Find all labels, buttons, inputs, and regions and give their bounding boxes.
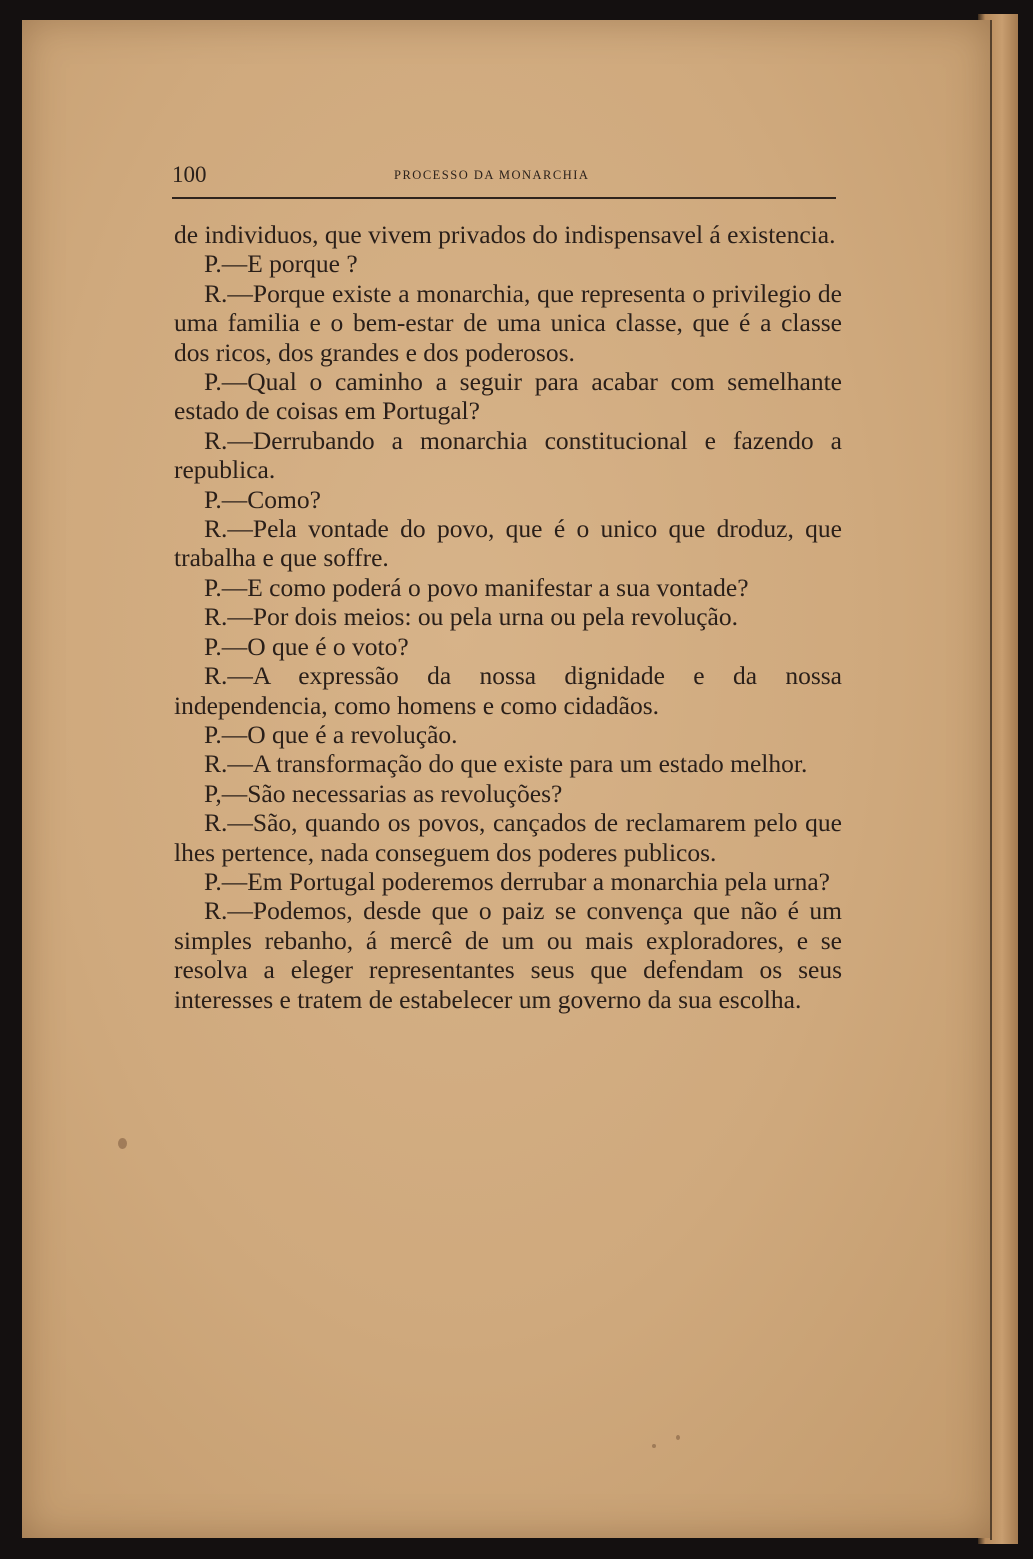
header-rule bbox=[172, 197, 836, 199]
paragraph: R.—A expressão da nossa dignidade e da nossa independencia, como homens e como cidadãos. bbox=[174, 661, 842, 720]
paragraph: P.—O que é a revolução. bbox=[204, 719, 458, 749]
paragraph: P.—E como poderá o povo manifestar a sua vontade? bbox=[204, 572, 749, 602]
paragraph: P.—E porque ? bbox=[204, 249, 358, 279]
paragraph: P.—Como? bbox=[204, 484, 321, 514]
paper-stain bbox=[118, 1138, 127, 1149]
page-header bbox=[172, 162, 844, 192]
paragraph: R.—A transformação do que existe para um estado melhor. bbox=[204, 749, 808, 779]
paragraph: R.—Derrubando a monarchia constitucional e fazendo a republica. bbox=[174, 425, 842, 485]
paper-stain bbox=[676, 1435, 680, 1440]
page-number: 100 bbox=[172, 162, 207, 187]
paragraph: R.—Porque existe a monarchia, que representa o privilegio de uma familia e o bem-estar de uma unica classe, que é a classe dos ricos, dos grandes e dos poderosos. bbox=[174, 278, 842, 367]
page-edge-shadow bbox=[990, 20, 992, 1540]
paragraph: R.—Podemos, desde que o paiz se convença que não é um simples rebanho, á mercê de um ou mais exploradores, e se resolva a eleger representantes seus que defendam os seus interesses e tratem de estabelecer um governo da sua escolha. bbox=[174, 896, 842, 1014]
paragraph: P.—Qual o caminho a seguir para acabar com semelhante estado de coisas em Portugal? bbox=[174, 367, 842, 426]
paragraph: R.—Pela vontade do povo, que é o unico que droduz, que trabalha e que soffre. bbox=[174, 514, 842, 573]
paragraph: P,—São necessarias as revoluções? bbox=[204, 778, 563, 808]
paragraph: P.—Em Portugal poderemos derrubar a monarchia pela urna? bbox=[204, 866, 830, 896]
body-text bbox=[174, 220, 842, 1014]
paragraph: R.—São, quando os povos, cançados de reclamarem pelo que lhes pertence, nada conseguem dos poderes publicos. bbox=[174, 808, 842, 867]
paper-stain bbox=[652, 1444, 656, 1448]
paragraph: R.—Por dois meios: ou pela urna ou pela revolução. bbox=[204, 602, 738, 632]
running-title: PROCESSO DA MONARCHIA bbox=[394, 168, 590, 182]
paragraph: P.—O que é o voto? bbox=[204, 631, 409, 661]
paragraph: de individuos, que vivem privados do indispensavel á existencia. bbox=[174, 220, 836, 249]
